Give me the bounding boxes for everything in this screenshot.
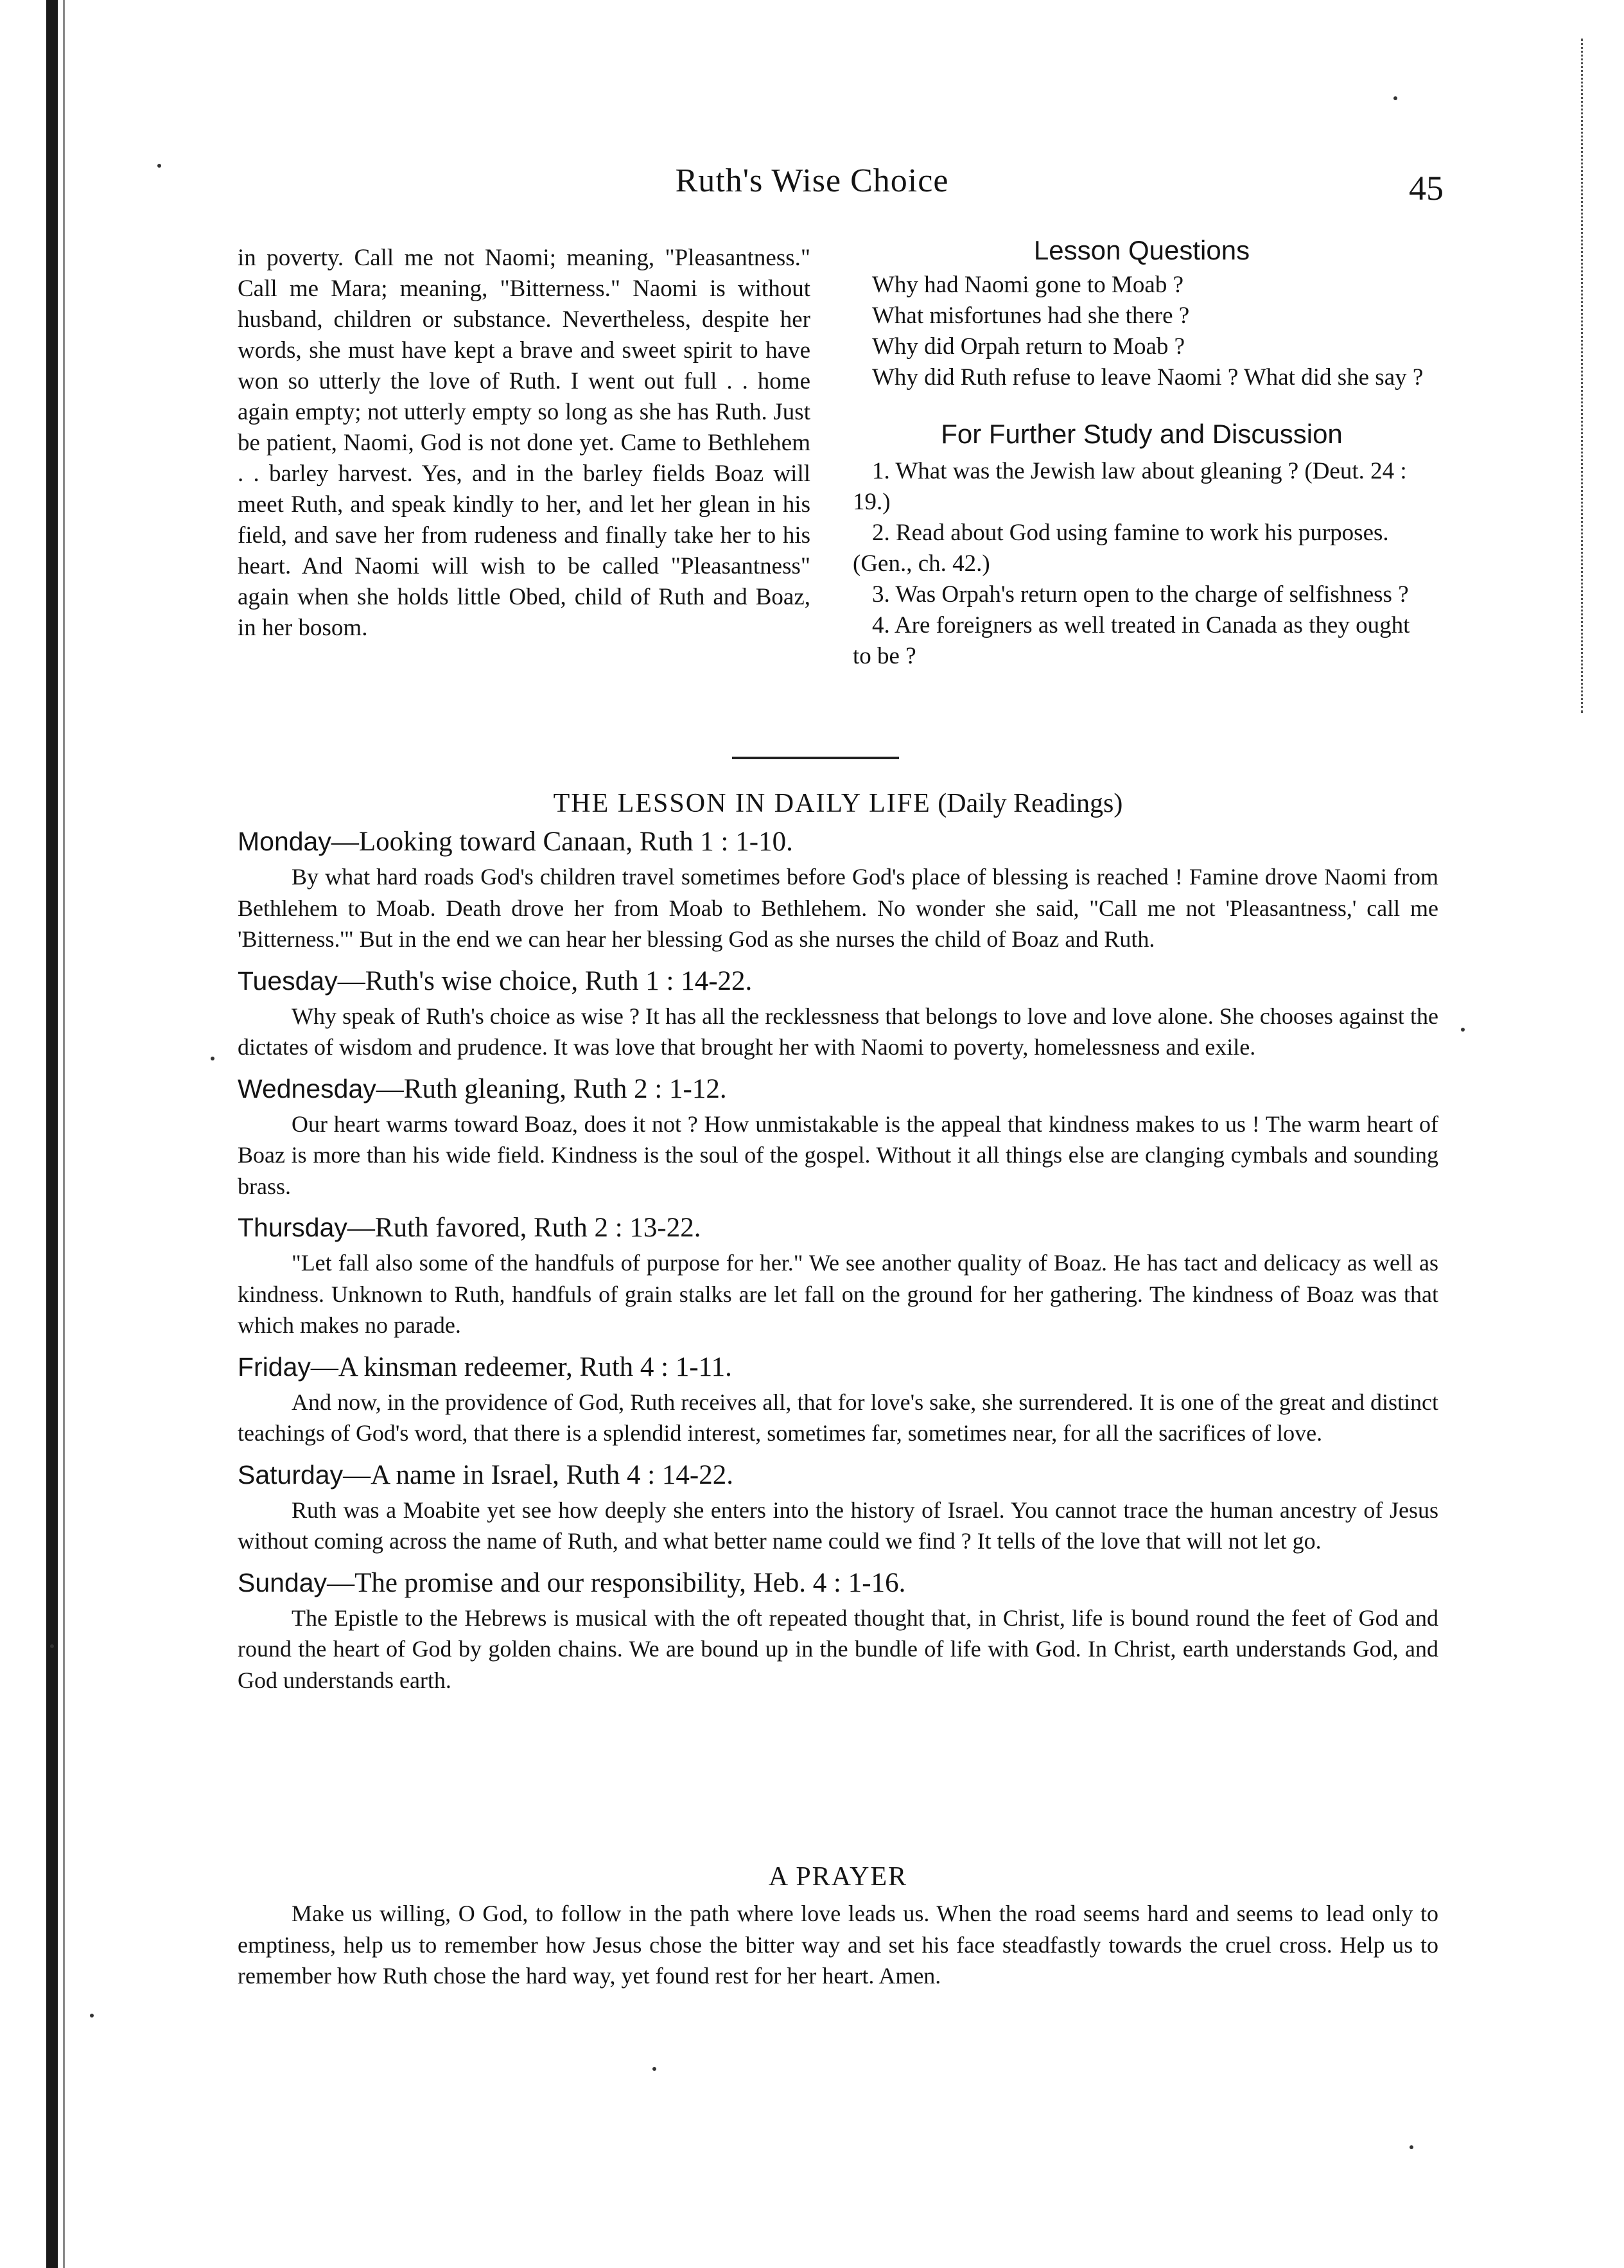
- reading-day: Thursday: [238, 1213, 347, 1242]
- lesson-questions-heading: Lesson Questions: [1033, 235, 1250, 265]
- daily-life-title: THE LESSON IN DAILY LIFE: [553, 789, 931, 818]
- print-speck: [90, 2014, 94, 2017]
- print-speck: [1410, 2145, 1413, 2149]
- reading-title: —Looking toward Canaan, Ruth 1 : 1-10.: [331, 827, 793, 857]
- reading-wednesday: [238, 1071, 1438, 1202]
- reading-saturday: [238, 1457, 1438, 1557]
- reading-day: Saturday: [238, 1459, 344, 1490]
- print-speck: [157, 164, 161, 168]
- reading-tuesday: [238, 963, 1438, 1063]
- reading-title: —A kinsman redeemer, Ruth 4 : 1-11.: [310, 1351, 732, 1382]
- reading-text: And now, in the providence of God, Ruth receives all, that for love's sake, she surrendered. It is one of the great and distinct teachings of God's word, that there is a splendid interest, sometimes far, sometimes near, for all the sacrifices of love.: [238, 1389, 1438, 1446]
- page-binding-shadow: [63, 0, 65, 2268]
- running-title: Ruth's Wise Choice: [675, 163, 949, 199]
- reading-title: —Ruth's wise choice, Ruth 1 : 14-22.: [337, 965, 753, 996]
- reading-sunday: [238, 1565, 1438, 1696]
- lesson-question: What misfortunes had she there ?: [872, 303, 1190, 329]
- reading-monday: [238, 823, 1438, 955]
- reading-heading: [238, 963, 1438, 999]
- reading-title: —Ruth favored, Ruth 2 : 13-22.: [347, 1213, 701, 1243]
- daily-life-subtitle: (Daily Readings): [938, 789, 1123, 818]
- reading-heading: [238, 823, 1438, 860]
- left-column: [238, 243, 810, 644]
- further-study-item: 1. What was the Jewish law about gleaning ? (Deut. 24 : 19.): [853, 458, 1407, 515]
- reading-text: The Epistle to the Hebrews is musical with the oft repeated thought that, in Christ, life is bound round the feet of God and round the heart of God by golden chains. We are bound up in the bundle of life with God. In Christ, earth understands God, and God understands earth.: [238, 1604, 1438, 1693]
- further-study-item: 2. Read about God using famine to work his purposes. (Gen., ch. 42.): [853, 520, 1389, 577]
- lesson-questions-list: [853, 270, 1431, 393]
- print-speck: [652, 2067, 656, 2071]
- reading-thursday: [238, 1209, 1438, 1341]
- print-speck: [1461, 1028, 1465, 1032]
- reading-heading: [238, 1209, 1438, 1246]
- page-binding-edge: [46, 0, 58, 2268]
- reading-text: Our heart warms toward Boaz, does it not ? How unmistakable is the appeal that kindness makes to us ! The warm heart of Boaz is more than his wide field. Kindness is the soul of the gospel. Without it all things else are clanging cymbals and sounding brass.: [238, 1111, 1438, 1199]
- reading-day: Sunday: [238, 1567, 327, 1597]
- daily-life-heading: [238, 786, 1438, 821]
- further-study-item: 3. Was Orpah's return open to the charge of selfishness ?: [872, 581, 1409, 608]
- reading-heading: [238, 1071, 1438, 1107]
- print-speck: [211, 1057, 214, 1060]
- lesson-question: Why did Orpah return to Moab ?: [872, 333, 1185, 360]
- lesson-question: Why did Ruth refuse to leave Naomi ? What did she say ?: [872, 364, 1424, 391]
- lesson-question: Why had Naomi gone to Moab ?: [872, 272, 1183, 298]
- left-column-paragraph: in poverty. Call me not Naomi; meaning, "Pleasantness." Call me Mara; meaning, "Bitterness." Naomi is without husband, children or substance. Nevertheless, despite her words, she must have kept a brave and sweet spirit to have won so utterly the love of Ruth. I went out full . . home again empty; not utterly empty so long as she has Ruth. Just be patient, Naomi, God is not done yet. Came to Bethlehem . . barley harvest. Yes, and in the barley fields Boaz will meet Ruth, and speak kindly to her, and let her glean in his field, and save her from rudeness and finally take her to his heart. And Naomi will wish to be called "Pleasantness" again when she holds little Obed, child of Ruth and Boaz, in her bosom.: [238, 245, 810, 641]
- daily-readings: [238, 823, 1438, 1703]
- further-study-list: [853, 456, 1431, 672]
- print-speck: [1393, 96, 1397, 100]
- further-study-heading: For Further Study and Discussion: [941, 419, 1343, 449]
- reading-title: —The promise and our responsibility, Heb. 4 : 1-16.: [327, 1567, 906, 1598]
- reading-heading: [238, 1349, 1438, 1385]
- right-edge-marks: [1581, 39, 1597, 713]
- reading-friday: [238, 1349, 1438, 1449]
- reading-heading: [238, 1457, 1438, 1493]
- reading-text: Why speak of Ruth's choice as wise ? It has all the recklessness that belongs to love and love alone. She chooses against the dictates of wisdom and prudence. It was love that brought her with Naomi to poverty, homelessness and exile.: [238, 1003, 1438, 1060]
- prayer-heading: A PRAYER: [768, 1862, 908, 1892]
- reading-day: Monday: [238, 827, 331, 856]
- reading-title: —A name in Israel, Ruth 4 : 14-22.: [343, 1459, 733, 1490]
- page-number: 45: [1409, 169, 1444, 207]
- reading-day: Wednesday: [238, 1073, 376, 1103]
- reading-text: "Let fall also some of the handfuls of purpose for her." We see another quality of Boaz. He has tact and delicacy as well as kindness. Unknown to Ruth, handfuls of grain stalks are let fall on the ground for her gathering. The kindness of Boaz was that which makes no parade.: [238, 1250, 1438, 1338]
- reading-day: Friday: [238, 1351, 311, 1382]
- reading-text: By what hard roads God's children travel sometimes before God's place of blessing is reached ! Famine drove Naomi from Bethlehem to Moab. Death drove her from Moab to Bethlehem. No wonder she said, "Call me not 'Pleasantness,' call me 'Bitterness.'" But in the end we can hear her blessing God as she nurses the child of Boaz and Ruth.: [238, 864, 1438, 952]
- print-speck: [50, 1644, 54, 1648]
- section-divider: [732, 757, 899, 759]
- reading-day: Tuesday: [238, 965, 338, 996]
- prayer-text: Make us willing, O God, to follow in the path where love leads us. When the road seems hard and seems to lead only to emptiness, help us to remember how Jesus chose the bitter way and set his face steadfastly towards the cruel cross. Help us to remember how Ruth chose the hard way, yet found rest for her heart. Amen.: [238, 1901, 1438, 1989]
- reading-title: —Ruth gleaning, Ruth 2 : 1-12.: [376, 1073, 727, 1104]
- further-study-item: 4. Are foreigners as well treated in Canada as they ought to be ?: [853, 612, 1410, 669]
- reading-heading: [238, 1565, 1438, 1601]
- right-column: [853, 233, 1431, 672]
- reading-text: Ruth was a Moabite yet see how deeply she enters into the history of Israel. You cannot trace the human ancestry of Jesus without coming across the name of Ruth, and what better name could we find ? It tells of the love that will not let go.: [238, 1497, 1438, 1554]
